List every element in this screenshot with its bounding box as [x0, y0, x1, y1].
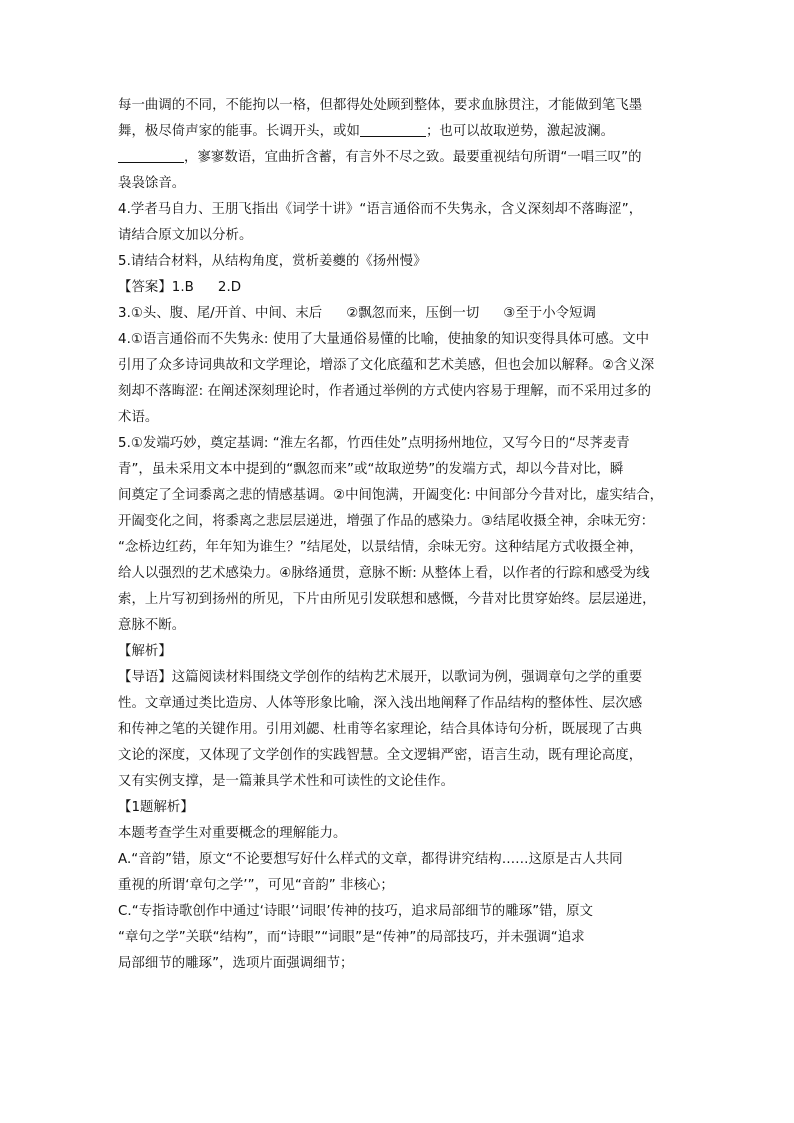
passage-line-2 — [118, 119, 683, 145]
question-1-analysis-heading: 【1题解析】 — [118, 800, 194, 815]
document-body — [118, 93, 683, 977]
question-1-analysis-line: C.“专指诗歌创作中通过‘诗眼’‘词眼’传神的技巧，追求局部细节的雕琢”错，原文 — [118, 904, 594, 919]
answer-5-line: 开阖变化之间，将黍离之悲层层递进，增强了作品的感染力。③结尾收摄全神，余味无穷： — [118, 514, 655, 529]
answer-3-part-1: 3.①头、腹、尾/开首、中间、末后 — [118, 306, 323, 321]
question-4-line-1: 4.学者马自力、王朋飞指出《词学十讲》“语言通俗而不失隽永，含义深刻却不落晦涩”， — [118, 202, 643, 217]
answer-5-line: 索，上片写初到扬州的所见，下片由所见引发联想和感慨，今昔对比贯穿始终。层层递进， — [118, 592, 656, 607]
question-5: 5.请结合材料，从结构角度，赏析姜夔的《扬州慢》 — [118, 254, 427, 269]
answer-5-line: 意脉不断。 — [118, 618, 186, 633]
passage-text: ，寥寥数语，宜曲折含蓄，有言外不尽之致。最要重视结句所谓“一唱三叹”的 — [184, 150, 642, 165]
answer-3-part-2: ②飘忽而来，压倒一切 — [346, 306, 480, 321]
answer-4-line: 术语。 — [118, 410, 159, 425]
answer-4-line: 刻却不落晦涩: 在阐述深刻理论时，作者通过举例的方式使内容易于理解，而不采用过多的 — [118, 384, 652, 399]
answer-2: 2.D — [217, 280, 242, 295]
answer-5-line: 给人以强烈的艺术感染力。④脉络通贯，意脉不断: 从整体上看，以作者的行踪和感受为线 — [118, 566, 650, 581]
passage-line-4: 袅袅馀音。 — [118, 176, 186, 191]
passage-text: ；也可以故取逆势，激起波澜。 — [425, 124, 615, 139]
passage-line-1: 每一曲调的不同，不能拘以一格，但都得处处顾到整体，要求血脉贯注，才能做到笔飞墨 — [118, 98, 643, 113]
fill-blank-1[interactable] — [360, 120, 426, 137]
answer-label: 【答案】 — [118, 280, 172, 295]
answer-5-line: “念桥边红药，年年知为谁生？”结尾处，以景结情，余味无穷。这种结尾方式收摄全神， — [118, 540, 643, 555]
question-1-analysis-line: 局部细节的雕琢”，选项片面强调细节； — [118, 956, 354, 971]
guide-line: 和传神之笔的关键作用。引用刘勰、杜甫等名家理论，结合具体诗句分析，既展现了古典 — [118, 722, 643, 737]
question-1-analysis-line: “章句之学”关联“结构”，而“诗眼”“词眼”是“传神”的局部技巧，并未强调“追求 — [118, 930, 585, 945]
answer-4-line: 引用了众多诗词典故和文学理论，增添了文化底蕴和艺术美感，但也会加以解释。②含义深 — [118, 358, 655, 373]
passage-line-3 — [118, 145, 683, 171]
analysis-heading: 【解析】 — [118, 644, 172, 659]
guide-line: 又有实例支撑，是一篇兼具学术性和可读性的文论佳作。 — [118, 774, 455, 789]
answer-heading — [118, 275, 683, 301]
answer-3-part-3: ③至于小令短调 — [503, 306, 596, 321]
answer-4-line: 4.①语言通俗而不失隽永: 使用了大量通俗易懂的比喻，使抽象的知识变得具体可感。文中 — [118, 332, 650, 347]
answer-3 — [118, 301, 683, 327]
question-4-line-2: 请结合原文加以分析。 — [118, 228, 253, 243]
answer-5-line: 青”，虽未采用文本中提到的“飘忽而来”或“故取逆势”的发端方式，却以今昔对比，瞬 — [118, 462, 624, 477]
guide-line: 文论的深度，又体现了文学创作的实践智慧。全文逻辑严密，语言生动，既有理论高度， — [118, 748, 643, 763]
question-1-analysis-line: 本题考查学生对重要概念的理解能力。 — [118, 826, 347, 841]
answer-5-line: 5.①发端巧妙，奠定基调: “淮左名都，竹西佳处”点明扬州地位，又写今日的“尽荠麦青 — [118, 436, 630, 451]
answer-5-line: 间奠定了全词黍离之悲的情感基调。②中间饱满，开阖变化: 中间部分今昔对比，虚实结合， — [118, 488, 664, 503]
guide-line: 【导语】这篇阅读材料围绕文学创作的结构艺术展开，以歌词为例，强调章句之学的重要 — [118, 670, 643, 685]
question-1-analysis-line: 重视的所谓‘章句之学’”，可见“音韵” 非核心； — [118, 878, 394, 893]
fill-blank-2[interactable] — [118, 146, 184, 163]
answer-1: 1.B — [171, 280, 194, 295]
question-1-analysis-line: A.“音韵”错，原文“不论要想写好什么样式的文章，都得讲究结构……这原是古人共同 — [118, 852, 623, 867]
passage-text: 舞，极尽倚声家的能事。长调开头，或如 — [118, 124, 360, 139]
guide-line: 性。文章通过类比造房、人体等形象比喻，深入浅出地阐释了作品结构的整体性、层次感 — [118, 696, 643, 711]
